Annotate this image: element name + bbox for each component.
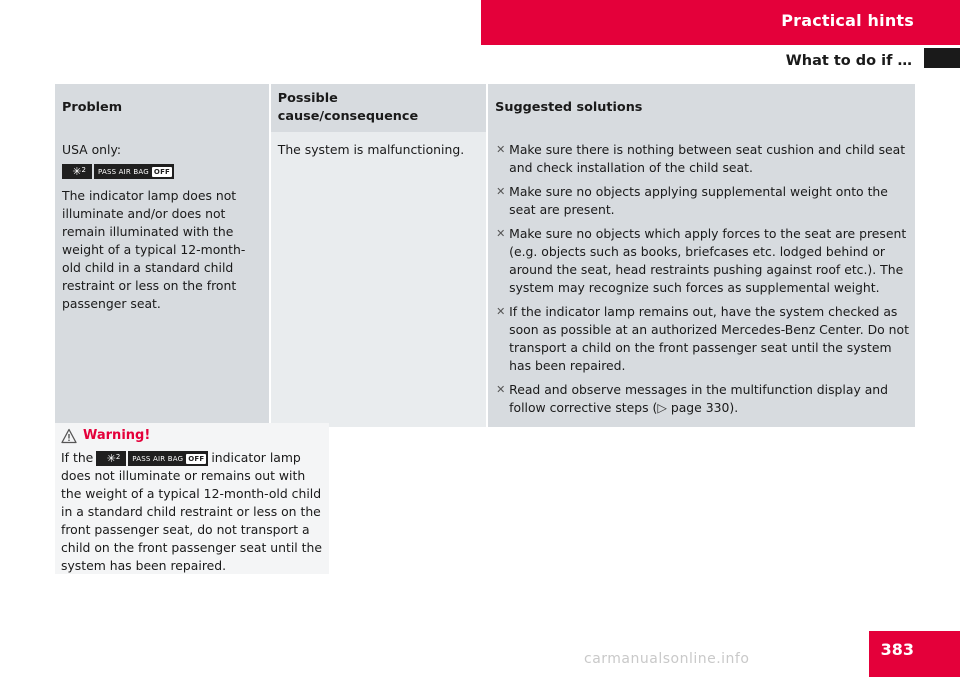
step-arrow-icon: ✕	[496, 383, 506, 396]
solution-text: Make sure there is nothing between seat cushion and child seat and check installation of the child seat.	[509, 142, 906, 175]
warning-triangle-icon	[61, 428, 77, 444]
cause-cell	[269, 132, 486, 427]
pass-airbag-label: PASS AIR BAG	[98, 167, 149, 176]
column-header-cause: Possible cause/consequence	[269, 84, 486, 132]
child-seat-subscript: 2	[115, 453, 121, 461]
column-header-problem: Problem	[55, 84, 269, 132]
solution-text: Read and observe messages in the multifunction display and follow corrective steps (	[509, 382, 889, 415]
solutions-cell	[486, 132, 915, 427]
warning-body: indicator lamp does not illuminate or remains out with the weight of a typical 12-month-old child in a standard child restraint or less on the front passenger seat, do not transport a child on the front passenger seat until the system has been repaired.	[61, 450, 322, 573]
corner-tab	[924, 48, 960, 68]
solution-text: Make sure no objects applying supplemental weight onto the seat are present.	[509, 184, 888, 217]
watermark: carmanualsonline.info	[584, 651, 750, 667]
problem-description: The indicator lamp does not illuminate and/or does not remain illuminated with the weight of a typical 12-month-old child in a standard child restraint or less on the front passenger seat.	[62, 188, 246, 311]
cause-text: The system is malfunctioning.	[277, 142, 465, 157]
pass-airbag-label-icon	[128, 451, 208, 466]
list-item	[495, 303, 909, 375]
warning-box	[55, 423, 329, 574]
header-band	[481, 0, 960, 45]
list-item	[495, 225, 909, 297]
off-badge: OFF	[188, 454, 205, 463]
problem-cell	[55, 132, 269, 427]
step-arrow-icon: ✕	[496, 185, 506, 198]
off-badge: OFF	[153, 167, 171, 176]
list-item	[495, 381, 909, 417]
list-item	[495, 183, 909, 219]
table-row	[55, 132, 915, 427]
step-arrow-icon: ✕	[496, 305, 506, 318]
column-header-solutions: Suggested solutions	[486, 84, 915, 132]
warning-heading	[61, 427, 329, 445]
pass-airbag-off-lamp-inline	[96, 451, 208, 466]
page-reference-icon: ▷	[657, 400, 667, 415]
solution-text: Make sure no objects which apply forces to the seat are present (e.g. objects such as books, briefcases etc. lodged behind or around the seat, head restraints pushing against roof etc.). The system may recognize such forces as supplemental weight.	[509, 226, 907, 295]
section-title: Practical hints	[781, 11, 914, 30]
list-item	[495, 141, 909, 177]
warning-lead: If the	[61, 450, 94, 465]
child-seat-glyph: ✳	[72, 164, 82, 178]
troubleshooting-table	[55, 84, 915, 427]
page-subtitle: What to do if …	[785, 53, 912, 69]
warning-text	[61, 449, 325, 575]
step-arrow-icon: ✕	[496, 227, 506, 240]
table-header-row	[55, 84, 915, 132]
pass-airbag-label: PASS AIR BAG	[132, 454, 184, 463]
page-reference-text: page 330).	[666, 400, 739, 415]
warning-title: Warning!	[83, 428, 151, 443]
solutions-list	[495, 141, 909, 417]
child-seat-subscript: 2	[81, 166, 86, 174]
pass-airbag-off-lamp	[62, 164, 263, 179]
solution-text: If the indicator lamp remains out, have the system checked as soon as possible at an authorized Mercedes-Benz Center. Do not transport a child on the front passenger seat until the system has been repaired.	[509, 304, 909, 373]
page-number: 383	[880, 640, 914, 659]
child-seat-icon	[62, 164, 92, 179]
problem-qualifier: USA only:	[62, 142, 122, 157]
step-arrow-icon: ✕	[496, 143, 506, 156]
child-seat-glyph: ✳	[106, 451, 116, 465]
pass-airbag-label-icon	[94, 164, 174, 179]
child-seat-icon	[96, 451, 126, 466]
